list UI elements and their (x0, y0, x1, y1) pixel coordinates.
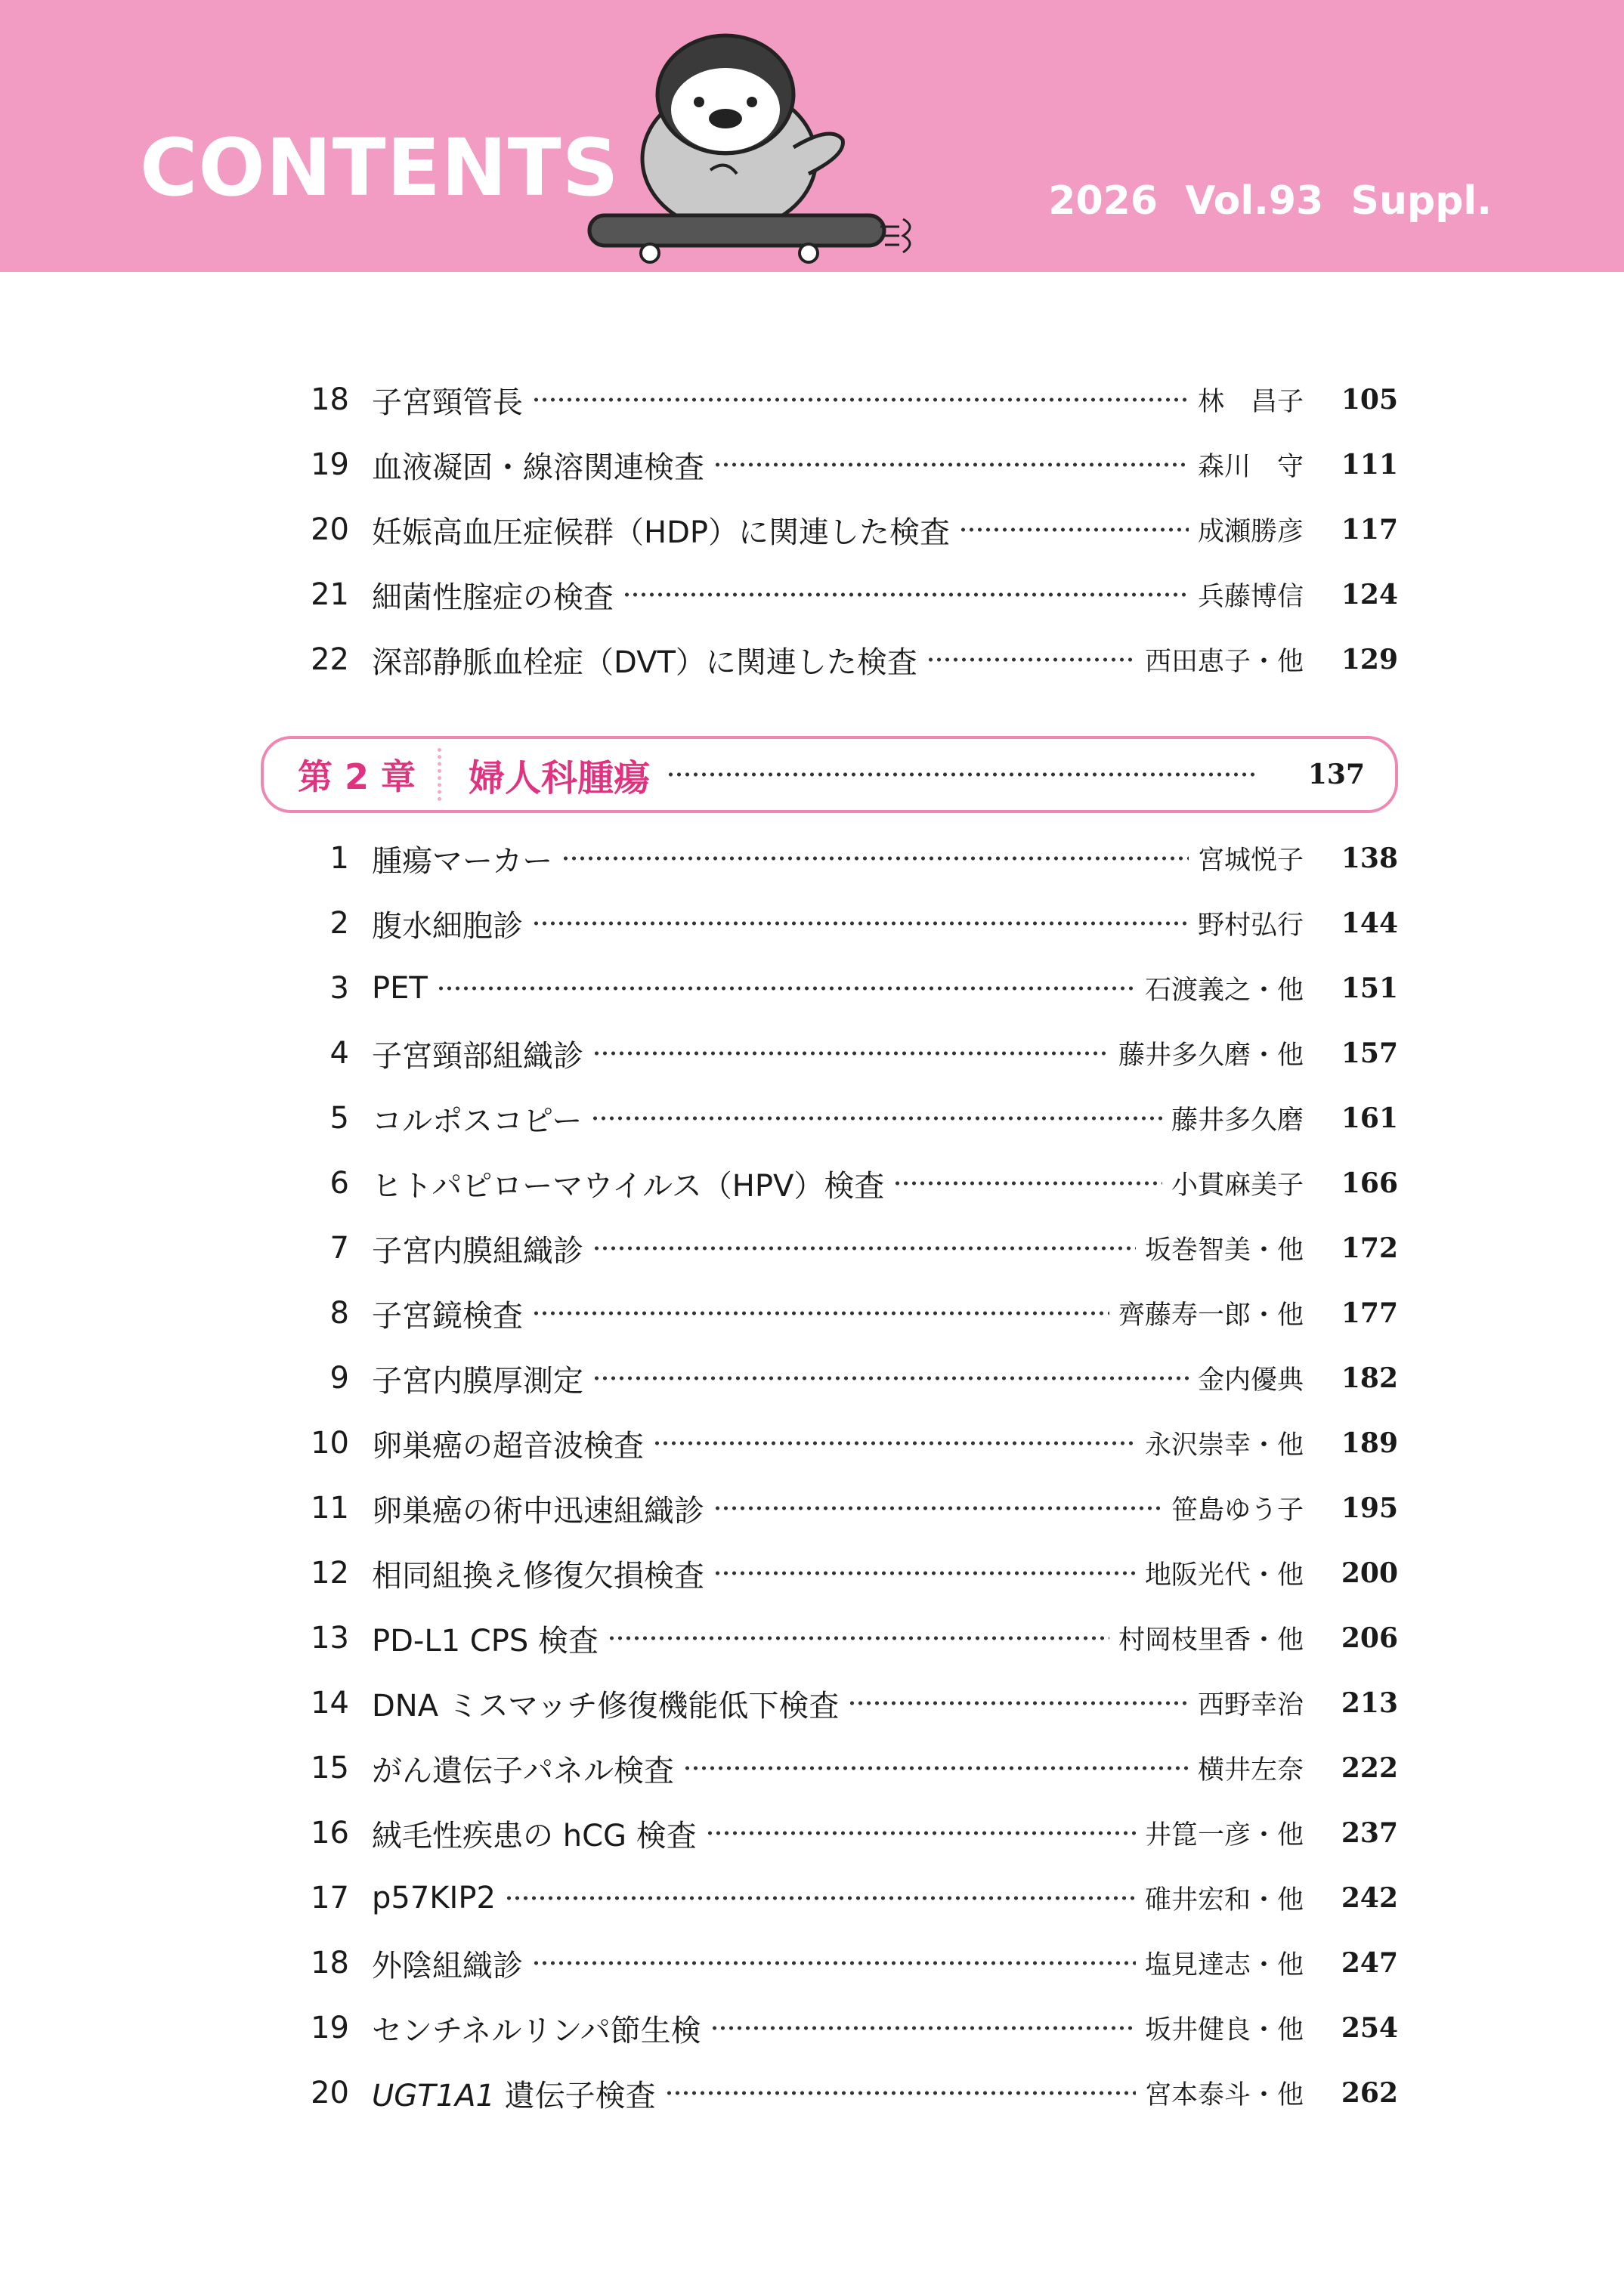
entry-title: 卵巣癌の術中迅速組織診 (372, 1493, 704, 1529)
entry-page: 242 (1341, 1882, 1398, 1914)
toc-entry[interactable] (302, 437, 1398, 492)
dot-leader (653, 1439, 1136, 1447)
entry-author: 藤井多久磨・他 (1118, 1040, 1304, 1071)
dot-leader (713, 1569, 1136, 1577)
entry-title: がん遺伝子パネル検査 (372, 1753, 674, 1789)
toc-entry[interactable] (302, 961, 1398, 1016)
toc-entry[interactable] (302, 1286, 1398, 1340)
entry-number: 20 (311, 512, 349, 547)
toc-entry[interactable] (302, 896, 1398, 951)
entry-number: 16 (311, 1816, 349, 1850)
entry-title: 妊娠高血圧症候群（HDP）に関連した検査 (372, 515, 950, 550)
entry-title (372, 2072, 656, 2115)
entry-number: 22 (311, 642, 349, 677)
contents-title: CONTENTS (140, 122, 620, 214)
dot-leader (532, 396, 1189, 403)
entry-page: 195 (1341, 1492, 1398, 1524)
entry-title: 子宮内膜組織診 (372, 1233, 583, 1269)
dot-leader (713, 1504, 1162, 1512)
entry-number: 6 (329, 1166, 349, 1201)
chapter-divider (438, 748, 441, 801)
entry-author: 成瀬勝彦 (1197, 517, 1304, 547)
toc-entry[interactable] (302, 502, 1398, 557)
entry-number: 18 (311, 1946, 349, 1980)
entry-title: PD-L1 CPS 検査 (372, 1623, 599, 1659)
entry-title: DNA ミスマッチ修復機能低下検査 (372, 1688, 840, 1724)
entry-page: 262 (1341, 2077, 1398, 2109)
entry-author: 地阪光代・他 (1144, 1560, 1304, 1591)
entry-author: 坂巻智美・他 (1144, 1235, 1304, 1266)
entry-author: 林 昌子 (1197, 387, 1304, 417)
toc-entry[interactable] (302, 1806, 1398, 1860)
entry-author: 小貫麻美子 (1171, 1170, 1304, 1201)
entry-author: 永沢崇幸・他 (1144, 1430, 1304, 1461)
entry-number: 18 (311, 382, 349, 417)
entry-title: 血液凝固・線溶関連検査 (372, 450, 704, 485)
penguin-skateboard-illustration (582, 26, 930, 268)
entry-page: 157 (1341, 1037, 1398, 1069)
entry-title: 子宮頸管長 (372, 385, 523, 420)
entry-number: 11 (311, 1491, 349, 1526)
dot-leader (561, 855, 1189, 862)
entry-author: 兵藤博信 (1197, 582, 1304, 612)
entry-title: ヒトパピローマウイルス（HPV）検査 (372, 1168, 885, 1204)
entry-title: センチネルリンパ節生検 (372, 2013, 701, 2048)
entry-number: 21 (311, 577, 349, 612)
entry-author: 金内優典 (1197, 1365, 1304, 1396)
dot-leader (926, 656, 1136, 663)
entry-author: 藤井多久磨 (1171, 1105, 1304, 1136)
dot-leader (713, 461, 1189, 468)
entry-number: 17 (311, 1881, 349, 1915)
dot-leader (623, 591, 1189, 598)
entry-author: 碓井宏和・他 (1144, 1885, 1304, 1915)
toc-entry[interactable] (302, 1546, 1398, 1600)
entry-title-gene: UGT1A1 (372, 2078, 495, 2113)
entry-page: 166 (1341, 1167, 1398, 1199)
toc-entry[interactable] (302, 2066, 1398, 2120)
toc-entry[interactable] (302, 1091, 1398, 1146)
toc-entry[interactable] (302, 1611, 1398, 1665)
entry-page: 172 (1341, 1232, 1398, 1264)
entry-author: 横井左奈 (1197, 1755, 1304, 1785)
entry-author: 西田恵子・他 (1144, 647, 1304, 677)
toc-entry[interactable] (302, 1416, 1398, 1470)
toc-entry[interactable] (302, 1676, 1398, 1730)
toc-entry[interactable] (302, 567, 1398, 622)
chapter-heading[interactable] (261, 736, 1398, 813)
entry-title: 細菌性腟症の検査 (372, 580, 614, 615)
entry-page: 124 (1341, 579, 1398, 611)
toc-entry[interactable] (302, 1936, 1398, 1990)
entry-title: PET (372, 971, 428, 1006)
toc-entry[interactable] (302, 1741, 1398, 1795)
entry-title-rest: 遺伝子検査 (494, 2078, 656, 2113)
dot-leader (667, 771, 1257, 778)
entry-title: 子宮鏡検査 (372, 1298, 523, 1334)
entry-author: 坂井健良・他 (1144, 2015, 1304, 2045)
entry-title: p57KIP2 (372, 1881, 496, 1915)
entry-title: 絨毛性疾患の hCG 検査 (372, 1818, 697, 1854)
entry-page: 213 (1341, 1687, 1398, 1719)
entry-page: 177 (1341, 1297, 1398, 1329)
entry-number: 9 (329, 1361, 349, 1396)
dot-leader (592, 1244, 1136, 1252)
toc-entry[interactable] (302, 632, 1398, 687)
entry-number: 19 (311, 2011, 349, 2045)
dot-leader (706, 1829, 1136, 1837)
entry-page: 161 (1341, 1102, 1398, 1134)
entry-author: 塩見達志・他 (1144, 1950, 1304, 1980)
entry-title: 子宮頸部組織診 (372, 1038, 583, 1074)
entry-number: 1 (329, 841, 349, 876)
toc-entry[interactable] (302, 1481, 1398, 1535)
entry-page: 247 (1341, 1947, 1398, 1979)
toc-entry[interactable] (302, 1221, 1398, 1275)
entry-page: 129 (1341, 644, 1398, 676)
entry-title: 深部静脈血栓症（DVT）に関連した検査 (372, 645, 917, 680)
dot-leader (592, 1374, 1189, 1382)
entry-page: 254 (1341, 2012, 1398, 2044)
entry-author: 西野幸治 (1197, 1690, 1304, 1721)
chapter-label: 第 2 章 (298, 756, 416, 797)
toc-entry[interactable] (302, 1351, 1398, 1405)
entry-page: 144 (1341, 907, 1398, 939)
dot-leader (848, 1699, 1189, 1707)
entry-author: 野村弘行 (1197, 911, 1304, 941)
dot-leader (710, 2024, 1136, 2032)
dot-leader (591, 1115, 1162, 1122)
entry-number: 3 (329, 971, 349, 1006)
entry-title: 卵巣癌の超音波検査 (372, 1428, 644, 1464)
dot-leader (532, 1309, 1109, 1317)
entry-number: 12 (311, 1556, 349, 1591)
dot-leader (437, 985, 1136, 992)
dot-leader (665, 2089, 1136, 2097)
entry-page: 117 (1341, 514, 1398, 546)
entry-page: 222 (1341, 1752, 1398, 1784)
entry-number: 2 (329, 906, 349, 941)
header-band (0, 0, 1624, 272)
entry-number: 5 (329, 1101, 349, 1136)
entry-number: 4 (329, 1036, 349, 1071)
issue-label: 2026 Vol.93 Suppl. (1048, 178, 1492, 224)
entry-page: 105 (1341, 384, 1398, 416)
entry-author: 石渡義之・他 (1144, 975, 1304, 1006)
entry-title: 子宮内膜厚測定 (372, 1363, 583, 1399)
entry-author: 笹島ゆう子 (1171, 1495, 1304, 1526)
entry-page: 189 (1341, 1427, 1398, 1459)
entry-author: 宮本泰斗・他 (1144, 2080, 1304, 2110)
entry-author: 齊藤寿一郎・他 (1118, 1300, 1304, 1331)
entry-title: 腹水細胞診 (372, 908, 523, 944)
toc-entry[interactable] (302, 831, 1398, 886)
entry-page: 237 (1341, 1817, 1398, 1849)
entry-title: 外陰組織診 (372, 1948, 523, 1983)
entry-page: 200 (1341, 1557, 1398, 1589)
chapter-title: 婦人科腫瘍 (469, 756, 651, 799)
dot-leader (893, 1180, 1162, 1187)
dot-leader (959, 526, 1189, 533)
entry-author: 井箟一彦・他 (1144, 1820, 1304, 1850)
entry-page: 206 (1341, 1622, 1398, 1654)
entry-author: 森川 守 (1197, 452, 1304, 482)
entry-author: 宮城悦子 (1197, 846, 1304, 876)
toc-entry[interactable] (302, 2001, 1398, 2055)
entry-title: 相同組換え修復欠損検査 (372, 1558, 704, 1594)
dot-leader (532, 1959, 1136, 1967)
toc-entry[interactable] (302, 373, 1398, 427)
toc-entry[interactable] (302, 1026, 1398, 1081)
chapter-page: 137 (1307, 759, 1365, 790)
entry-number: 14 (311, 1686, 349, 1721)
entry-title: コルポスコピー (372, 1103, 583, 1139)
toc-entry[interactable] (302, 1871, 1398, 1925)
dot-leader (505, 1894, 1136, 1902)
entry-number: 19 (311, 447, 349, 482)
entry-title: 腫瘍マーカー (372, 843, 553, 879)
entry-number: 15 (311, 1751, 349, 1785)
entry-page: 182 (1341, 1362, 1398, 1394)
dot-leader (683, 1764, 1189, 1772)
entry-number: 13 (311, 1621, 349, 1656)
entry-page: 111 (1341, 449, 1398, 481)
dot-leader (608, 1634, 1109, 1642)
toc-entry[interactable] (302, 1156, 1398, 1210)
entry-page: 151 (1341, 972, 1398, 1004)
dot-leader (532, 920, 1189, 927)
entry-number: 7 (329, 1231, 349, 1266)
dot-leader (592, 1050, 1109, 1057)
entry-number: 20 (311, 2076, 349, 2110)
entry-number: 8 (329, 1296, 349, 1331)
entry-page: 138 (1341, 843, 1398, 874)
entry-author: 村岡枝里香・他 (1118, 1625, 1304, 1656)
entry-number: 10 (311, 1426, 349, 1461)
